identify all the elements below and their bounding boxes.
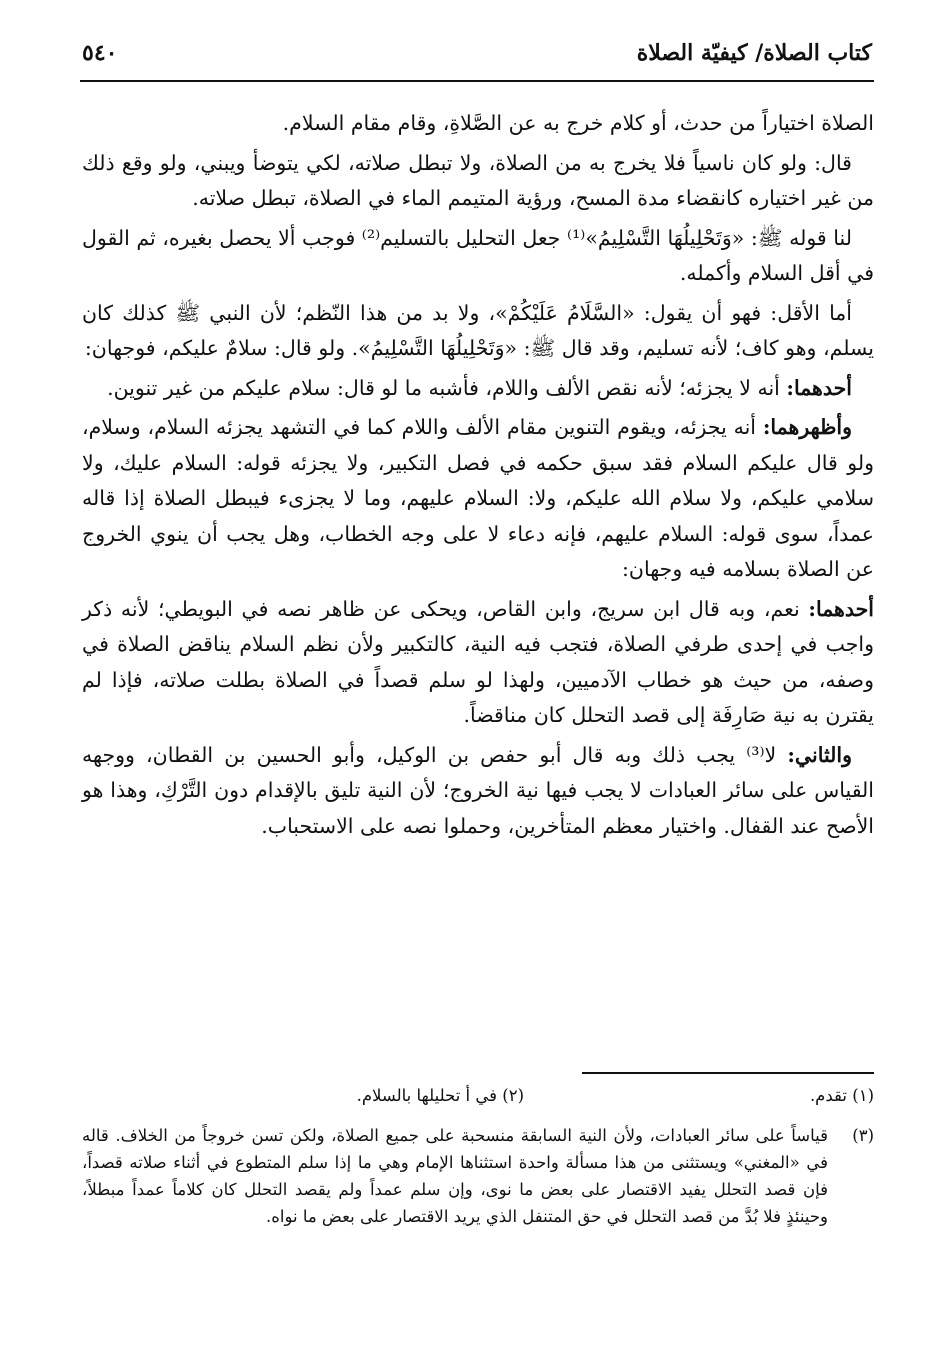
- paragraph-text: أما الأقل: فهو أن يقول: «السَّلَامُ عَلَيْكُمْ»، ولا بد من هذا النّظم؛ لأن النبي ﷺ كذلك كان يسلم، وهو كاف؛ لأنه تسليم، وقد قال ﷺ: «وَتَحْلِيلُهَا التَّسْلِيمُ». ولو قال: سلامٌ عليكم، فوجهان:: [82, 300, 874, 360]
- paragraph-3: [82, 221, 874, 292]
- footnotes: [82, 1082, 874, 1230]
- page-header: [82, 40, 872, 74]
- main-text: [82, 106, 874, 848]
- paragraph-lead: والثاني:: [787, 742, 852, 767]
- running-title: كتاب الصلاة/ كيفيّة الصلاة: [636, 40, 872, 66]
- paragraph-7: [82, 592, 874, 734]
- footnote-2: (٢) في أ تحليلها بالسلام.: [356, 1086, 524, 1105]
- footnote-number: (١): [852, 1086, 874, 1105]
- footnote-divider: [582, 1072, 874, 1074]
- footnote-text: تقدم.: [809, 1086, 847, 1105]
- paragraph-6: [82, 410, 874, 588]
- paragraph-8: [82, 738, 874, 845]
- paragraph-text: نعم، وبه قال ابن سريج، وابن القاص، ويحكى عن ظاهر نصه في البويطي؛ لأنه ذكر واجب في إحدى طرفي الصلاة، فتجب فيه النية، كالتكبير ولأن نظم السلام يناقض الصلاة في وصفه، من حيث هو خطاب الآدميين، ولهذا لو سلم قصداً في الصلاة بطلت صلاته، فإذا لم يقترن به نية صَارِفَة إلى قصد التحلل كان مناقضاً.: [82, 596, 874, 727]
- footnote-number: (٣): [852, 1126, 874, 1145]
- paragraph-lead: أحدهما:: [786, 375, 852, 400]
- paragraph-text: لنا قوله ﷺ: «وَتَحْلِيلُهَا التَّسْلِيمُ»⁽¹⁾ جعل التحليل بالتسليم⁽²⁾ فوجب ألا يحصل بغيره، ثم القول في أقل السلام وأكمله.: [82, 225, 874, 285]
- paragraph-text: الصلاة اختياراً من حدث، أو كلام خرج به عن الصَّلاةِ، وقام مقام السلام.: [282, 111, 874, 135]
- paragraph-lead: أحدهما:: [808, 596, 874, 621]
- page-number: ٥٤٠: [82, 40, 118, 66]
- paragraph-2: [82, 146, 874, 217]
- paragraph-1: [82, 106, 874, 142]
- paragraph-text: لا⁽³⁾ يجب ذلك وبه قال أبو حفص بن الوكيل، وأبو الحسين بن القطان، ووجهه القياس على سائر العبادات لا يجب فيها نية الخروج؛ لأن النية تليق بالإقدام دون التَّرْكِ، وهذا هو الأصح عند القفال. واختيار معظم المتأخرين، وحملوا نصه على الاستحباب.: [82, 742, 874, 838]
- footnote-text: قياساً على سائر العبادات، ولأن النية السابقة منسحبة على جميع الصلاة، ولكن تسن خروجاً من الخلاف. قاله في «المغني» ويستثنى من هذا مسألة واحدة استثناها الإمام وهي ما إذا سلم المتطوع في أثناء صلاته قصداً، فإن قصد التحلل يفيد الاقتصار على بعض ما نوى، وإن سلم عمداً ولم يقصد التحلل كان كلاماً عمداً مبطلاً، وحينئذٍ فلا بُدَّ من قصد التحلل في حق المتنفل الذي يريد الاقتصار على بعض ما نواه.: [82, 1126, 828, 1226]
- footnote-row: [82, 1082, 874, 1112]
- paragraph-text: قال: ولو كان ناسياً فلا يخرج به من الصلاة، ولا تبطل صلاته، لكي يتوضأ ويبني، ولو وقع ذلك من غير اختياره كانقضاء مدة المسح، ورؤية المتيمم الماء في الصلاة، تبطل صلاته.: [82, 150, 874, 210]
- header-divider: [80, 80, 874, 82]
- footnote-1: [810, 1082, 874, 1109]
- paragraph-5: [82, 371, 874, 407]
- paragraph-4: [82, 296, 874, 367]
- paragraph-text: أنه يجزئه، ويقوم التنوين مقام الألف واللام كما في التشهد يجزئه السلام، وسلام، ولو قال عليكم السلام فقد سبق حكمه في فصل التكبير، ولا يجزئه قوله: السلام عليك، ولا سلامي عليكم، ولا سلام الله عليكم، ولا: السلام عليهم، وما لا يجزىء فيبطل الصلاة إذا قاله عمداً، سوى قوله: السلام عليهم، فإنه دعاء لا على وجه الخطاب، وهل يجب أن ينوي الخروج عن الصلاة بسلامه فيه وجهان:: [82, 415, 874, 581]
- footnote-3: [82, 1122, 874, 1230]
- paragraph-lead: وأظهرهما:: [762, 415, 852, 439]
- paragraph-text: أنه لا يجزئه؛ لأنه نقص الألف واللام، فأشبه ما لو قال: سلام عليكم من غير تنوين.: [107, 375, 787, 400]
